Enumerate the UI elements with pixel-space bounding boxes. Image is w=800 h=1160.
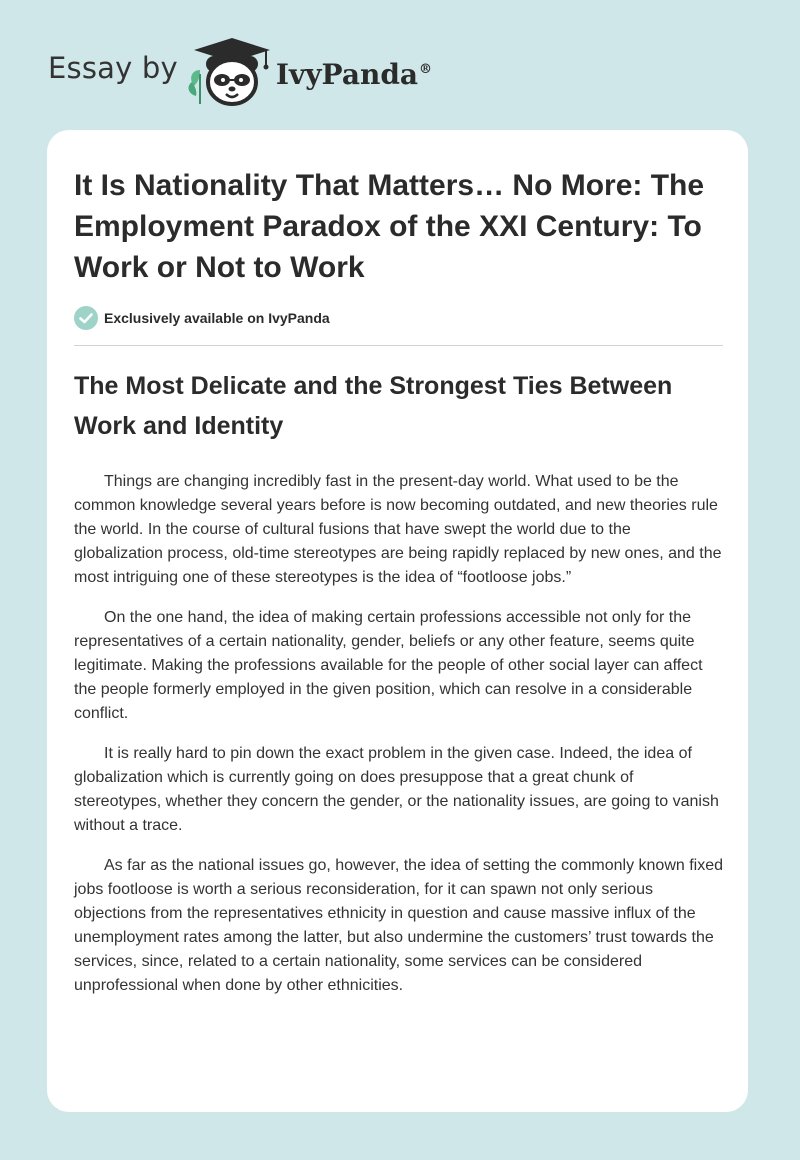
- divider: [74, 345, 723, 346]
- section-heading: The Most Delicate and the Strongest Ties Between Work and Identity: [74, 372, 673, 440]
- page-title: It Is Nationality That Matters… No More: The Employment Paradox of the XXI Century: To Work or Not to Work: [74, 169, 705, 284]
- brand-prefix: Essay by: [48, 51, 178, 85]
- essay-body: [74, 470, 724, 1014]
- exclusive-badge: [74, 306, 330, 330]
- brand-header: [48, 34, 432, 110]
- paragraph: On the one hand, the idea of making certain professions accessible not only for the representatives of a certain nationality, gender, beliefs or any other feature, seems quite legitimate. Making the professions available for the people of other social layer can affect the people formerly employed in the given position, which can resolve in a considerable conflict.: [74, 609, 703, 722]
- check-circle-icon: [74, 306, 98, 330]
- registered-mark: ®: [419, 62, 433, 78]
- paragraph: Things are changing incredibly fast in the present-day world. What used to be the common knowledge several years before is now becoming outdated, and new theories rule the world. In the course of cultural fusions that have swept the world due to the globalization process, old-time stereotypes are being rapidly replaced by new ones, and the most intriguing one of these stereotypes is the idea of “footloose jobs.”: [74, 473, 722, 586]
- essay-card: [47, 130, 748, 1112]
- brand-name[interactable]: IvyPanda®: [275, 57, 433, 91]
- badge-text: Exclusively available on IvyPanda: [104, 310, 330, 326]
- panda-graduate-icon[interactable]: [186, 34, 274, 110]
- paragraph: It is really hard to pin down the exact problem in the given case. Indeed, the idea of globalization which is currently going on does presuppose that a great chunk of stereotypes, whether they concern the gender, or the nationality issues, are going to vanish without a trace.: [74, 745, 719, 834]
- paragraph: As far as the national issues go, however, the idea of setting the commonly known fixed jobs footloose is worth a serious reconsideration, for it can spawn not only serious objections from the representatives ethnicity in question and cause massive influx of the unemployment rates among the latter, but also undermine the customers’ trust towards the services, since, related to a certain nationality, some services can be considered unprofessional when done by other ethnicities.: [74, 857, 724, 994]
